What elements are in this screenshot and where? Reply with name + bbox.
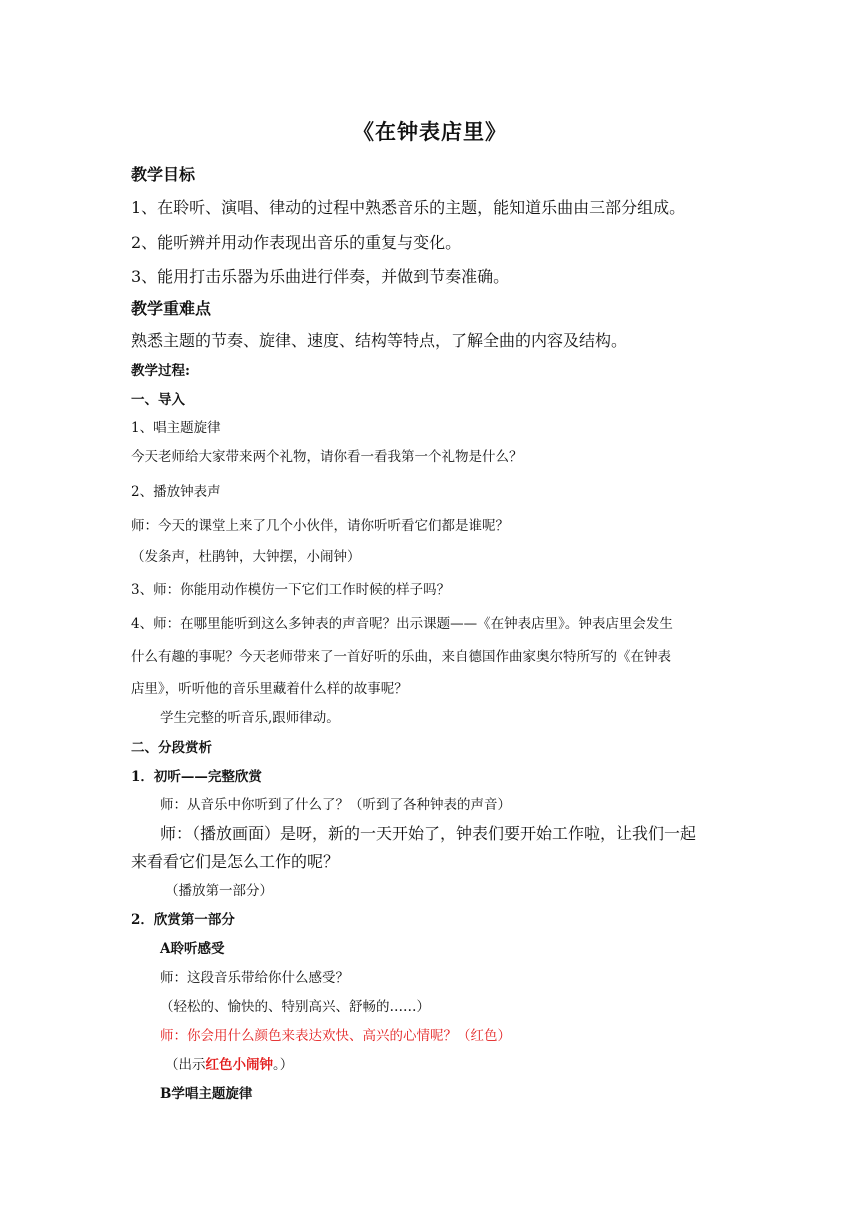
s2-part1-question2-line1: 师：（播放画面）是呀，新的一天开始了，钟表们要开始工作啦，让我们一起 <box>160 824 697 843</box>
s1-item4-follow: 学生完整的听音乐,跟师律动。 <box>160 710 340 726</box>
s2-part1-question2-line2: 来看看它们是怎么工作的呢？ <box>131 852 340 871</box>
s1-item1: 1、唱主题旋律 <box>131 420 221 436</box>
s2-part2-a-question: 师：这段音乐带给你什么感受？ <box>160 970 349 986</box>
s2-part2-a-show-suffix: 。） <box>273 1057 294 1073</box>
s1-item2: 2、播放钟表声 <box>131 484 221 500</box>
s2-part2-a-heading: A聆听感受 <box>160 941 225 957</box>
goals-heading: 教学目标 <box>131 165 196 184</box>
s2-part2-b-heading: B学唱主题旋律 <box>160 1086 253 1102</box>
red-clock-highlight: 红色小闹钟 <box>205 1057 273 1073</box>
s2-part2-a-show <box>165 1053 293 1073</box>
s2-part1-heading: 1．初听——完整欣赏 <box>131 769 262 785</box>
s1-item4-line2: 什么有趣的事呢？今天老师带来了一首好听的乐曲，来自德国作曲家奥尔特所写的《在钟表 <box>131 649 671 665</box>
goal-item-3: 3、能用打击乐器为乐曲进行伴奏，并做到节奏准确。 <box>131 267 510 286</box>
section1-heading: 一、导入 <box>131 392 185 408</box>
s2-part2-heading: 2．欣赏第一部分 <box>131 912 235 928</box>
difficulty-heading: 教学重难点 <box>131 299 212 318</box>
s1-item2-text: 师：今天的课堂上来了几个小伙伴，请你听听看它们都是谁呢？ <box>131 518 509 534</box>
document-title: 《在钟表店里》 <box>353 119 507 144</box>
goal-item-1: 1、在聆听、演唱、律动的过程中熟悉音乐的主题，能知道乐曲由三部分组成。 <box>131 198 686 217</box>
s2-part1-note: （播放第一部分） <box>165 883 273 899</box>
s1-item4-line1: 4、师：在哪里能听到这么多钟表的声音呢？出示课题——《在钟表店里》。钟表店里会发生 <box>131 616 673 632</box>
s2-part2-a-answer: （轻松的、愉快的、特别高兴、舒畅的……） <box>160 999 430 1015</box>
section2-heading: 二、分段赏析 <box>131 740 212 756</box>
s1-item1-text: 今天老师给大家带来两个礼物，请你看一看我第一个礼物是什么？ <box>131 449 523 465</box>
s2-part1-question1: 师：从音乐中你听到了什么了？（听到了各种钟表的声音） <box>160 797 511 813</box>
goal-item-2: 2、能听辨并用动作表现出音乐的重复与变化。 <box>131 233 462 252</box>
s1-item3: 3、师：你能用动作模仿一下它们工作时候的样子吗？ <box>131 582 451 598</box>
difficulty-text: 熟悉主题的节奏、旋律、速度、结构等特点，了解全曲的内容及结构。 <box>131 331 628 350</box>
process-heading: 教学过程: <box>131 363 190 379</box>
s1-item2-note: （发条声，杜鹃钟，大钟摆，小闹钟） <box>131 549 361 565</box>
s1-item4-line3: 店里》，听听他的音乐里藏着什么样的故事呢？ <box>131 681 408 697</box>
s2-part2-a-show-prefix: （出示 <box>165 1057 206 1073</box>
s2-part2-a-red-question: 师：你会用什么颜色来表达欢快、高兴的心情呢？（红色） <box>160 1028 511 1044</box>
